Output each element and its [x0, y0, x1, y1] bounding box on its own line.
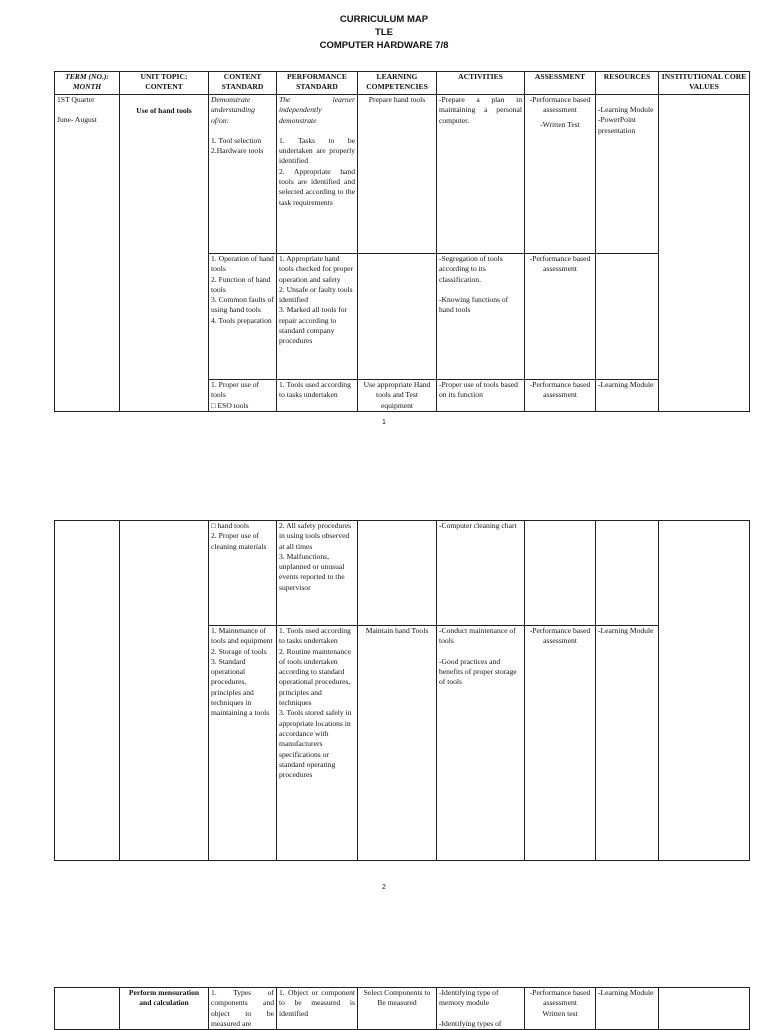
- document-title: CURRICULUM MAP: [339, 14, 429, 25]
- resources-cell: [596, 95, 659, 254]
- core-values-cell: [659, 521, 750, 861]
- term-months: June- August: [57, 115, 97, 125]
- page-number: 2: [382, 884, 386, 891]
- resources-cell: -Learning Module: [596, 626, 659, 861]
- performance-cell: 2. All safety procedures in using tools observed at all times 3. Malfunctions, unplanned or unusual events reported to the supervisor: [277, 521, 358, 626]
- learning-cell: Prepare hand tools: [358, 95, 437, 254]
- header-unit: UNIT TOPIC: CONTENT: [120, 72, 209, 95]
- header-performance-standard: PERFORMANCE STANDARD: [277, 72, 358, 95]
- assessment-cell: -Performance based assessment Written test: [525, 988, 596, 1030]
- assessment-cell: -Performance based assessment: [525, 254, 596, 380]
- assessment-cell: [525, 521, 596, 626]
- term-quarter: 1ST Quarter: [57, 95, 95, 104]
- performance-cell: 1. Tools used according to tasks undertaken: [277, 380, 358, 412]
- core-values-cell: [659, 988, 750, 1030]
- table-row: [55, 988, 750, 1030]
- performance-cell: [277, 95, 358, 254]
- performance-cell: 1. Tools used according to tasks undertaken 2. Routine maintenance of tools undertaken according to standard operational procedures, principles and techniques 3. Tools stored safely in appropriate locations in accordance with manufacturers specifications or standard operating procedures: [277, 626, 358, 861]
- activity-text: -Segregation of tools according to its classification.: [439, 254, 503, 284]
- learning-cell: [358, 254, 437, 380]
- resources-cell: [596, 254, 659, 380]
- resources-text: -Learning Module -PowerPoint presentation: [598, 105, 654, 135]
- learning-cell: Use appropriate Hand tools and Test equipment: [358, 380, 437, 412]
- activities-cell: -Proper use of tools based on its function: [437, 380, 525, 412]
- performance-cell: 1. Appropriate hand tools checked for proper operation and safety 2. Unsafe or faulty tools identified 3. Marked all tools for repair according to standard company procedures: [277, 254, 358, 380]
- assessment-text: -Written Test: [540, 119, 580, 129]
- content-cell: 1. Types of components and object to be measured are: [209, 988, 277, 1030]
- activities-cell: -Computer cleaning chart: [437, 521, 525, 626]
- assessment-cell: -Performance based assessment: [525, 626, 596, 861]
- header-core-values: INSTITUTIONAL CORE VALUES: [659, 72, 750, 95]
- core-values-cell: [659, 95, 750, 412]
- activities-cell: [437, 988, 525, 1030]
- unit-cell: [120, 521, 209, 861]
- performance-intro: The learner independently demonstrate: [279, 95, 355, 125]
- resources-cell: [596, 521, 659, 626]
- header-content-standard: CONTENT STANDARD: [209, 72, 277, 95]
- document-course: COMPUTER HARDWARE 7/8: [319, 40, 449, 51]
- table-row: [55, 521, 750, 626]
- page-number: 1: [382, 419, 386, 426]
- table-row: [55, 95, 750, 254]
- activity-text: -Identifying types of: [439, 1018, 502, 1028]
- unit-topic: Use of hand tools: [136, 106, 192, 115]
- activity-text: -Conduct maintenance of tools: [439, 626, 516, 646]
- performance-cell: 1. Object or component to be measured is identified: [277, 988, 358, 1030]
- header-learning-competencies: LEARNING COMPETENCIES: [358, 72, 437, 95]
- content-cell: 1. Operation of hand tools 2. Function of hand tools 3. Common faults of using hand tools 4. Tools preparation: [209, 254, 277, 380]
- document-subject: TLE: [375, 27, 393, 38]
- resources-cell: -Learning Module: [596, 988, 659, 1030]
- resources-cell: -Learning Module: [596, 380, 659, 412]
- content-cell: [209, 95, 277, 254]
- table-header-row: [55, 72, 750, 95]
- activities-cell: [437, 254, 525, 380]
- header-assessment: ASSESSMENT: [525, 72, 596, 95]
- unit-cell: [120, 95, 209, 412]
- activity-text: -Good practices and benefits of proper storage of tools: [439, 656, 517, 687]
- activities-cell: [437, 626, 525, 861]
- curriculum-table-page1: [54, 71, 750, 412]
- content-cell: □ hand tools 2. Proper use of cleaning materials: [209, 521, 277, 626]
- assessment-cell: -Performance based assessment: [525, 380, 596, 412]
- curriculum-table-page2: [54, 520, 750, 861]
- content-intro: Demonstrate understanding of/on:: [211, 95, 255, 125]
- assessment-cell: [525, 95, 596, 254]
- activity-text: -Identifying type of memory module: [439, 988, 499, 1008]
- performance-text: 1. Tasks to be undertaken are properly identified 2. Appropriate hand tools are identified and selected according to the task requirements: [279, 135, 355, 207]
- content-cell: 1. Maintenance of tools and equipment 2. Storage of tools 3. Standard operational procedures, principles and techniques in maintaining a tools: [209, 626, 277, 861]
- term-cell: [55, 95, 120, 412]
- activity-text: -Knowing functions of hand tools: [439, 294, 509, 315]
- learning-cell: Maintain hand Tools: [358, 626, 437, 861]
- learning-cell: Select Components to Be measured: [358, 988, 437, 1030]
- header-term: TERM (NO.): MONTH: [55, 72, 120, 95]
- content-cell: 1. Proper use of tools □ ESO tools: [209, 380, 277, 412]
- activities-cell: -Prepare a plan in maintaining a personal computer.: [437, 95, 525, 254]
- assessment-text: -Performance based assessment: [529, 95, 591, 115]
- term-cell: [55, 521, 120, 861]
- term-cell: [55, 988, 120, 1030]
- unit-topic: Perform mensuration and calculation: [120, 988, 209, 1030]
- header-activities: ACTIVITIES: [437, 72, 525, 95]
- header-resources: RESOURCES: [596, 72, 659, 95]
- learning-cell: [358, 521, 437, 626]
- content-text: 1. Tool selection 2.Hardware tools: [211, 135, 264, 156]
